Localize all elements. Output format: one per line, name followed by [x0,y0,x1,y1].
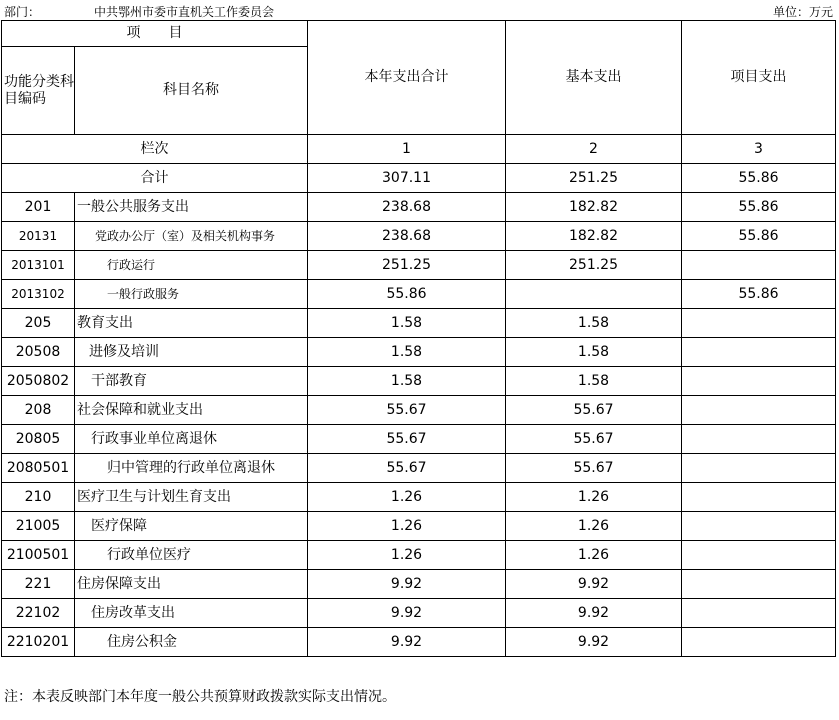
sum-row [2,164,836,193]
row-total: 238.68 [308,193,506,222]
row-total: 238.68 [308,222,506,251]
table-row [2,541,836,570]
index-2: 2 [506,135,682,164]
expenditure-table [1,20,836,657]
row-project [682,367,836,396]
sum-project: 55.86 [682,164,836,193]
department-name: 中共鄂州市委市直机关工作委员会 [94,5,275,19]
row-total: 1.26 [308,541,506,570]
table-note: 注：本表反映部门本年度一般公共预算财政拨款实际支出情况。 [4,689,396,705]
row-project [682,251,836,280]
table-row [2,599,836,628]
sum-total: 307.11 [308,164,506,193]
row-code: 21005 [2,512,75,541]
row-basic: 182.82 [506,193,682,222]
row-code: 20508 [2,338,75,367]
row-name: 住房公积金 [75,628,308,657]
row-project: 55.86 [682,222,836,251]
row-total: 55.67 [308,454,506,483]
table-row [2,425,836,454]
row-project: 55.86 [682,193,836,222]
row-basic: 1.58 [506,367,682,396]
table-row [2,309,836,338]
row-code: 221 [2,570,75,599]
table-row [2,338,836,367]
row-name: 行政事业单位离退休 [75,425,308,454]
table-row [2,483,836,512]
code-header: 功能分类科目编码 [2,47,75,135]
department-label: 部门： [4,5,41,19]
row-code: 20131 [2,222,75,251]
col-project-header: 项目支出 [682,21,836,135]
row-basic: 9.92 [506,628,682,657]
row-basic: 1.58 [506,309,682,338]
row-basic: 9.92 [506,599,682,628]
row-project: 55.86 [682,280,836,309]
row-name: 教育支出 [75,309,308,338]
row-basic: 9.92 [506,570,682,599]
row-name: 社会保障和就业支出 [75,396,308,425]
row-name: 进修及培训 [75,338,308,367]
row-code: 22102 [2,599,75,628]
row-basic: 251.25 [506,251,682,280]
row-basic [506,280,682,309]
row-total: 1.58 [308,309,506,338]
row-basic: 1.26 [506,483,682,512]
row-name: 一般行政服务 [75,280,308,309]
row-name: 行政运行 [75,251,308,280]
table-row [2,512,836,541]
table-row [2,396,836,425]
col-total-header: 本年支出合计 [308,21,506,135]
row-code: 2013102 [2,280,75,309]
row-total: 1.26 [308,512,506,541]
sum-basic: 251.25 [506,164,682,193]
header-row-top [2,21,836,47]
row-total: 251.25 [308,251,506,280]
row-total: 9.92 [308,599,506,628]
row-basic: 1.58 [506,338,682,367]
table-row [2,570,836,599]
index-3: 3 [682,135,836,164]
table-row [2,280,836,309]
row-project [682,483,836,512]
row-project [682,425,836,454]
row-project [682,396,836,425]
unit-label: 单位：万元 [772,5,833,19]
row-project [682,454,836,483]
row-project [682,570,836,599]
row-code: 2080501 [2,454,75,483]
row-basic: 1.26 [506,512,682,541]
row-name: 归中管理的行政单位离退休 [75,454,308,483]
table-row [2,628,836,657]
row-basic: 55.67 [506,425,682,454]
row-name: 医疗卫生与计划生育支出 [75,483,308,512]
table-row [2,367,836,396]
row-code: 2013101 [2,251,75,280]
table-row [2,222,836,251]
row-basic: 182.82 [506,222,682,251]
row-code: 2210201 [2,628,75,657]
row-project [682,599,836,628]
item-header: 项 目 [2,21,308,47]
row-project [682,541,836,570]
row-basic: 1.26 [506,541,682,570]
row-name: 一般公共服务支出 [75,193,308,222]
report-header [0,0,839,20]
index-1: 1 [308,135,506,164]
row-project [682,628,836,657]
row-name: 干部教育 [75,367,308,396]
row-code: 210 [2,483,75,512]
row-total: 1.26 [308,483,506,512]
row-total: 55.67 [308,425,506,454]
row-total: 9.92 [308,570,506,599]
row-code: 201 [2,193,75,222]
row-name: 医疗保障 [75,512,308,541]
index-label: 栏次 [2,135,308,164]
index-row [2,135,836,164]
row-total: 1.58 [308,338,506,367]
row-name: 行政单位医疗 [75,541,308,570]
row-project [682,512,836,541]
row-name: 住房改革支出 [75,599,308,628]
row-basic: 55.67 [506,454,682,483]
col-basic-header: 基本支出 [506,21,682,135]
row-project [682,309,836,338]
row-total: 55.86 [308,280,506,309]
sum-label: 合计 [2,164,308,193]
row-basic: 55.67 [506,396,682,425]
table-row [2,454,836,483]
row-project [682,338,836,367]
row-name: 党政办公厅（室）及相关机构事务 [75,222,308,251]
row-code: 205 [2,309,75,338]
row-code: 208 [2,396,75,425]
row-total: 9.92 [308,628,506,657]
row-code: 20805 [2,425,75,454]
row-code: 2100501 [2,541,75,570]
row-code: 2050802 [2,367,75,396]
name-header: 科目名称 [75,47,308,135]
row-total: 1.58 [308,367,506,396]
row-name: 住房保障支出 [75,570,308,599]
table-row [2,251,836,280]
table-row [2,193,836,222]
row-total: 55.67 [308,396,506,425]
